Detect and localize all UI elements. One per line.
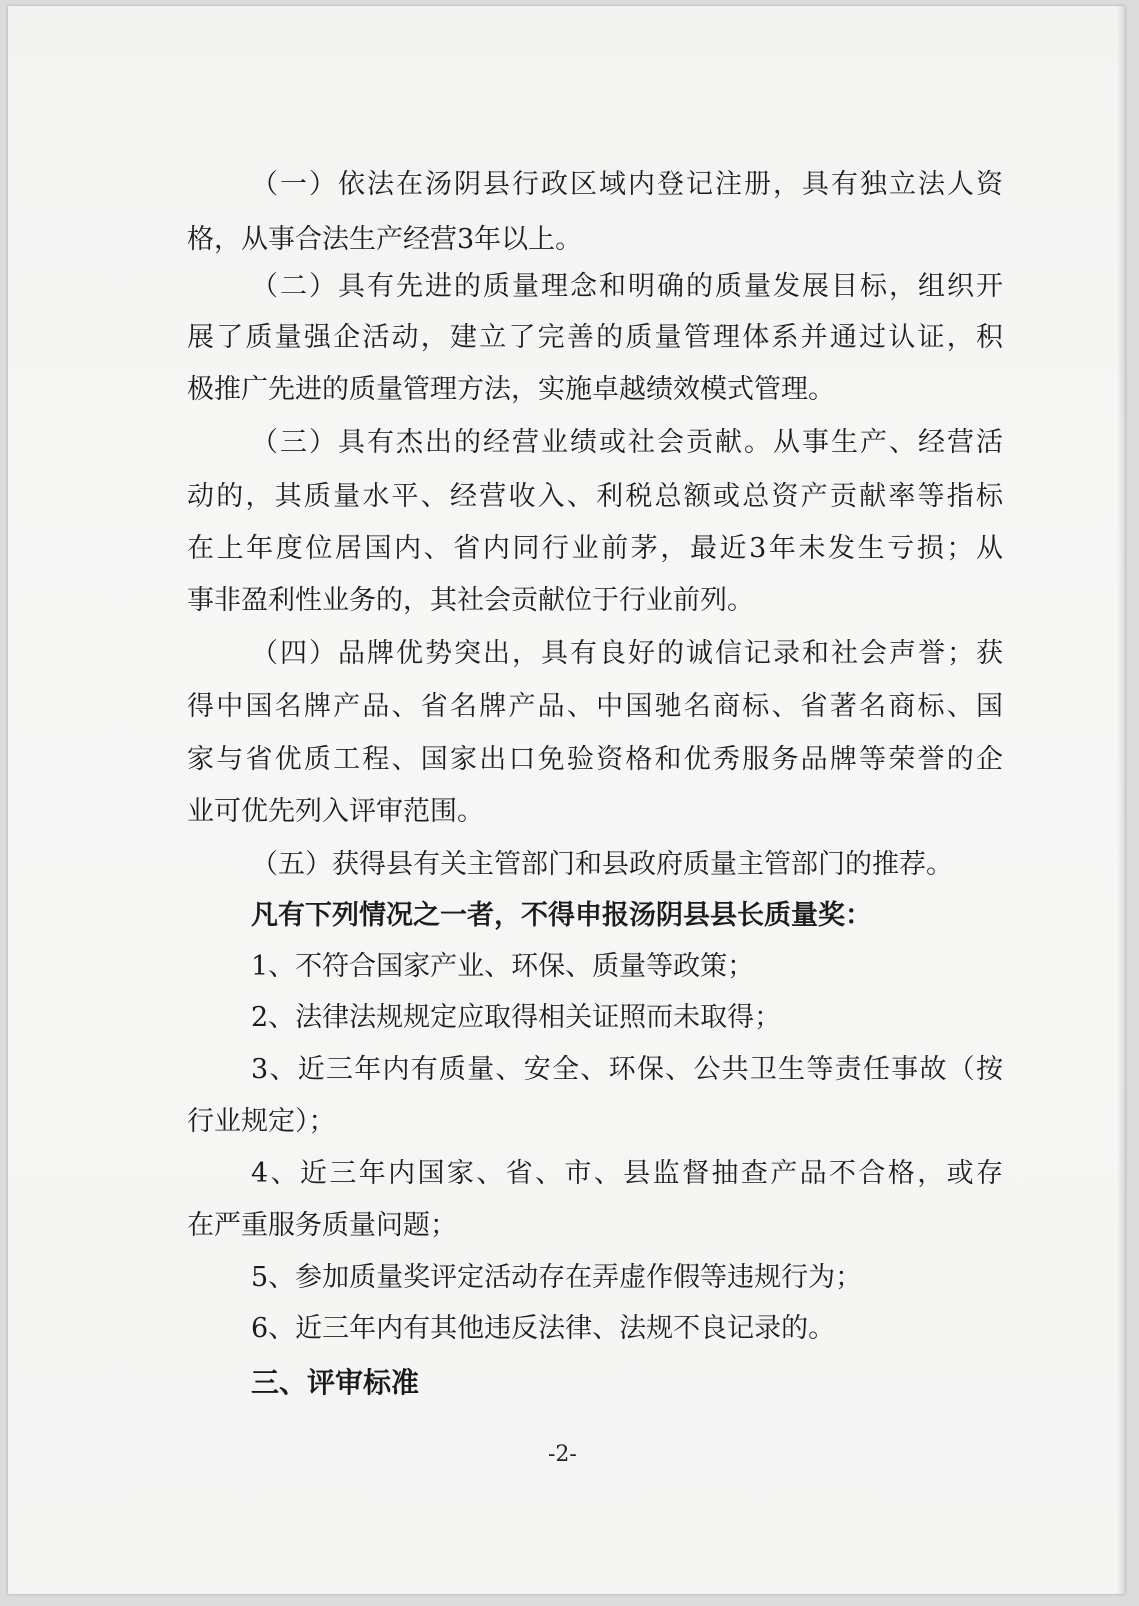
section-heading-review-standards: 三、评审标准 bbox=[251, 1366, 420, 1399]
paragraph-2-line-1: （二）具有先进的质量理念和明确的质量发展目标，组织开 bbox=[251, 271, 1003, 302]
paragraph-3-line-2: 动的，其质量水平、经营收入、利税总额或总资产贡献率等指标 bbox=[187, 481, 1003, 512]
exclusion-item-6: 6、近三年内有其他违反法律、法规不良记录的。 bbox=[251, 1313, 836, 1344]
paragraph-3-line-3: 在上年度位居国内、省内同行业前茅，最近3年未发生亏损；从 bbox=[187, 533, 1003, 564]
exclusion-item-4-line-2: 在严重服务质量问题； bbox=[187, 1210, 457, 1241]
document-body bbox=[8, 6, 1125, 1594]
exclusion-item-2: 2、法律法规规定应取得相关证照而未取得； bbox=[251, 1002, 782, 1033]
paragraph-3-line-4: 事非盈利性业务的，其社会贡献位于行业前列。 bbox=[187, 585, 754, 616]
paragraph-4-line-1: （四）品牌优势突出，具有良好的诚信记录和社会声誉；获 bbox=[251, 638, 1003, 669]
paragraph-3-line-1: （三）具有杰出的经营业绩或社会贡献。从事生产、经营活 bbox=[251, 427, 1003, 458]
paragraph-5-line-1: （五）获得县有关主管部门和县政府质量主管部门的推荐。 bbox=[251, 849, 953, 880]
exclusion-item-4-line-1: 4、近三年内国家、省、市、县监督抽查产品不合格，或存 bbox=[251, 1158, 1003, 1189]
paragraph-4-line-4: 业可优先列入评审范围。 bbox=[187, 796, 484, 827]
exclusion-item-3-line-2: 行业规定）； bbox=[187, 1106, 336, 1137]
exclusion-item-5: 5、参加质量奖评定活动存在弄虚作假等违规行为； bbox=[251, 1262, 863, 1293]
paragraph-1-line-1: （一）依法在汤阴县行政区域内登记注册，具有独立法人资 bbox=[251, 169, 1003, 200]
paragraph-2-line-3: 极推广先进的质量管理方法，实施卓越绩效模式管理。 bbox=[187, 374, 835, 405]
exclusion-intro: 凡有下列情况之一者，不得申报汤阴县县长质量奖： bbox=[251, 900, 872, 931]
paragraph-1-line-2: 格，从事合法生产经营3年以上。 bbox=[187, 224, 583, 255]
document-page bbox=[8, 6, 1125, 1594]
paragraph-4-line-2: 得中国名牌产品、省名牌产品、中国驰名商标、省著名商标、国 bbox=[187, 691, 1003, 722]
paragraph-2-line-2: 展了质量强企活动，建立了完善的质量管理体系并通过认证，积 bbox=[187, 322, 1003, 353]
exclusion-item-3-line-1: 3、近三年内有质量、安全、环保、公共卫生等责任事故（按 bbox=[251, 1054, 1003, 1085]
page-number: -2- bbox=[548, 1442, 577, 1467]
paragraph-4-line-3: 家与省优质工程、国家出口免验资格和优秀服务品牌等荣誉的企 bbox=[187, 744, 1003, 775]
exclusion-item-1: 1、不符合国家产业、环保、质量等政策； bbox=[251, 951, 755, 982]
